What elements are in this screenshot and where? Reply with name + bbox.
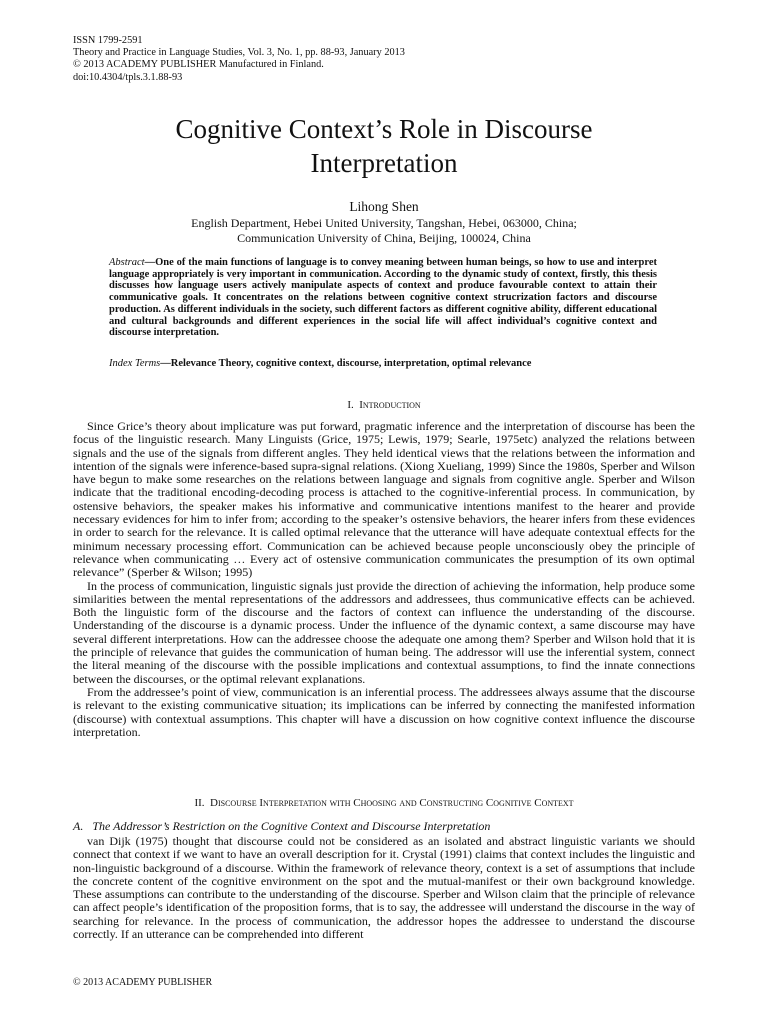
introduction-body xyxy=(73,420,695,739)
copyright-line: © 2013 ACADEMY PUBLISHER Manufactured in Finland. xyxy=(73,59,324,71)
journal-citation: Theory and Practice in Language Studies, Vol. 3, No. 1, pp. 88-93, January 2013 xyxy=(73,47,405,59)
journal-header xyxy=(73,35,405,84)
paragraph: From the addressee’s point of view, communication is an inferential process. The addressees always assume that the discourse is relevant to the existing communicative situation; its implications can be inferred by connecting the manifested information (discourse) with contextual assumptions. This chapter will have a discussion on how cognitive context influence the discourse interpretation. xyxy=(73,684,695,739)
abstract xyxy=(109,257,657,339)
doi: doi:10.4304/tpls.3.1.88-93 xyxy=(73,71,183,83)
section-title: Introduction xyxy=(359,399,421,411)
index-terms-label: Index Terms xyxy=(109,358,161,369)
title-line-1: Cognitive Context’s Role in Discourse xyxy=(175,114,593,144)
subsection-title: The Addressor’s Restriction on the Cognitive Context and Discourse Interpretation xyxy=(92,819,491,833)
section-number: II. xyxy=(194,797,205,809)
paragraph: van Dijk (1975) thought that discourse could not be considered as an isolated and abstract linguistic variants we should connect that context if we want to have an overall description for it. Crystal (1991) claims that context includes the linguistic and non-linguistic background of a discourse. Within the framework of relevance theory, context is a set of assumptions that include the concrete content of the cognitive environment on the spot and the mutual-manifest or their own background knowledge. These assumptions can contribute to the understanding of the discourse. Sperber and Wilson claim that the principle of relevance can affect people’s identification of the proposition forms, that is to say, the addressee will understand the discourse in the way of searching for relevance. In the process of communication, the addressor hopes the addressee to understand the discourse correctly. If an utterance can be comprehended into different xyxy=(73,834,695,942)
author-name: Lihong Shen xyxy=(349,199,419,214)
abstract-label: Abstract xyxy=(109,257,145,268)
index-terms xyxy=(109,358,657,370)
section-number: I. xyxy=(347,399,354,411)
subsection-a-body xyxy=(73,835,695,941)
paper-title xyxy=(0,112,768,180)
paragraph: In the process of communication, linguistic signals just provide the direction of achieving the information, help produce some similarities between the mental representations of the addressors and addressees, thus communicative effects can be achieved. Both the linguistic form of the discourse and the factors of context can influence the understanding of the discourse. Understanding of the discourse is a dynamic process. Under the influence of the dynamic context, a same discourse may have several different interpretations. How can the addressee choose the adequate one among them? Sperber and Wilson hold that it is the principle of relevance that guides the communication of human being. The addressor will use the inferential system, connect the literal meaning of the discourse with the possible implications and contextual assumptions, to find the innate connections between the discourses, or the optimal relevant explanations. xyxy=(73,578,695,686)
title-line-2: Interpretation xyxy=(310,148,458,178)
subsection-heading-a xyxy=(73,819,695,833)
index-terms-text: —Relevance Theory, cognitive context, discourse, interpretation, optimal relevance xyxy=(160,358,532,369)
issn: ISSN 1799-2591 xyxy=(73,35,143,46)
section-heading-introduction xyxy=(0,399,768,412)
affiliation xyxy=(0,216,768,245)
page-footer: © 2013 ACADEMY PUBLISHER xyxy=(73,977,213,988)
affiliation-line-2: Communication University of China, Beijing, 100024, China xyxy=(237,230,531,245)
section-title: Discourse Interpretation with Choosing and Constructing Cognitive Context xyxy=(210,797,574,809)
paragraph: Since Grice’s theory about implicature was put forward, pragmatic inference and the interpretation of discourse has been the focus of the linguistic research. Many Linguists (Grice, 1975; Lewis, 1979; Searle, 1975etc) analyzed the relations between signals and the use of the signals from different angles. They held identical views that the relations between the information and intention of the signals were inference-based supra-signal relations. (Xiong Xueliang, 1999) Since the 1980s, Sperber and Wilson have begun to make some researches on the relations between language and signals from cognitive angle. Sperber and Wilson indicate that the traditional encoding-decoding process is attached to the cognitive-inferential process. In communication, by ostensive behaviors, the speaker makes his informative and communicative intentions manifest to the hearer and provide necessary evidences for him to infer from; according to the speaker’s ostensive behaviors, the hearer infers from these evidences in order to search for the relevance. It is called optimal relevance that the utterance will have adequate contextual effects for the minimum necessary processing effort. Communication can be achieved because people unconsciously obey the principle of relevance when communicating … Every act of ostensive communication communicates the presumption of its own optimal relevance” (Sperber & Wilson; 1995) xyxy=(73,419,695,580)
abstract-text: —One of the main functions of language is to convey meaning between human beings, so how to use and interpret language appropriately is very important in communication. According to the dynamic study of context, firstly, this thesis discusses how language users actively manipulate aspects of context and produce favourable context to attain their communicative goals. It concentrates on the relations between cognitive context strucrization factors and discourse production. As different individuals in the society, such different factors as different cognitive ability, different educational and cultural backgrounds and different experiences in the social life will affect individual’s cognitive context and discourse interpretation. xyxy=(109,257,657,339)
section-heading-discourse-interpretation xyxy=(0,797,768,810)
affiliation-line-1: English Department, Hebei United University, Tangshan, Hebei, 063000, China; xyxy=(191,216,577,230)
subsection-label: A. xyxy=(73,819,84,833)
